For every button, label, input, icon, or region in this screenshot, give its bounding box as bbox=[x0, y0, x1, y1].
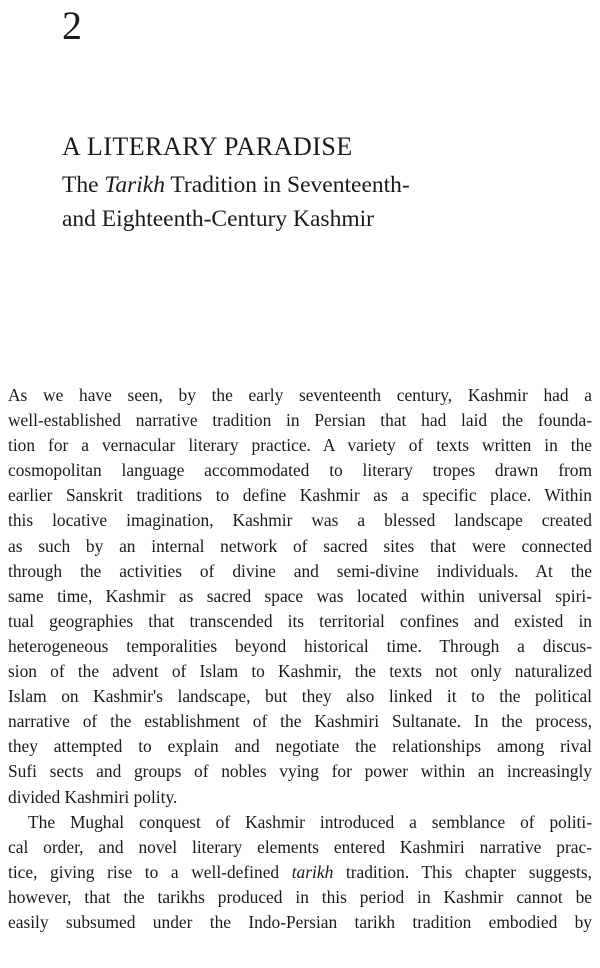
text-line: cosmopolitan language accommodated to literary tropes drawn from bbox=[8, 460, 592, 481]
text-line: they attempted to explain and negotiate the relationships among rival bbox=[8, 736, 592, 757]
body-text bbox=[8, 383, 592, 935]
chapter-title: A LITERARY PARADISE bbox=[62, 132, 353, 161]
text-line: sion of the advent of Islam to Kashmir, the texts not only naturalized bbox=[8, 661, 592, 682]
text-line: tual geographies that transcended its territorial confines and existed in bbox=[8, 610, 592, 631]
subtitle-text: The bbox=[62, 172, 105, 198]
chapter-subtitle-line-1 bbox=[62, 168, 410, 202]
text-line: however, that the tarikhs produced in this period in Kashmir cannot be bbox=[8, 886, 592, 907]
text-segment: tice, giving rise to a well-defined bbox=[8, 861, 292, 882]
text-line: narrative of the establishment of the Kashmiri Sultanate. In the process, bbox=[8, 711, 592, 732]
text-line: through the activities of divine and semi-divine individuals. At the bbox=[8, 560, 592, 581]
text-line: Sufi sects and groups of nobles vying for power within an increasingly bbox=[8, 761, 592, 782]
text-line bbox=[8, 860, 592, 885]
paragraph-1 bbox=[8, 383, 592, 810]
text-line: as such by an internal network of sacred sites that were connected bbox=[8, 535, 592, 556]
chapter-subtitle-line-2: and Eighteenth-Century Kashmir bbox=[62, 206, 374, 232]
text-line: Islam on Kashmir's landscape, but they also linked it to the political bbox=[8, 686, 592, 707]
text-segment: tradition. This chapter suggests, bbox=[333, 861, 592, 882]
text-line: easily subsumed under the Indo-Persian tarikh tradition embodied by bbox=[8, 911, 592, 932]
text-line: heterogeneous temporalities beyond historical time. Through a discus- bbox=[8, 635, 592, 656]
text-line: this locative imagination, Kashmir was a blessed landscape created bbox=[8, 510, 592, 531]
text-line: same time, Kashmir as sacred space was located within universal spiri- bbox=[8, 585, 592, 606]
chapter-subtitle bbox=[62, 168, 410, 236]
subtitle-italic-term: Tarikh bbox=[104, 172, 165, 198]
subtitle-text: Tradition in Seventeenth- bbox=[164, 172, 410, 198]
text-line: earlier Sanskrit traditions to define Kashmir as a specific place. Within bbox=[8, 485, 592, 506]
text-line: tion for a vernacular literary practice. A variety of texts written in the bbox=[8, 435, 592, 456]
chapter-number: 2 bbox=[62, 3, 82, 48]
paragraph-2 bbox=[8, 810, 592, 935]
text-line: The Mughal conquest of Kashmir introduced a semblance of politi- bbox=[28, 811, 592, 832]
text-line: As we have seen, by the early seventeenth century, Kashmir had a bbox=[8, 385, 592, 405]
text-line: well-established narrative tradition in Persian that had laid the founda- bbox=[8, 410, 592, 431]
text-line: divided Kashmiri polity. bbox=[8, 786, 178, 807]
italic-term: tarikh bbox=[291, 861, 334, 882]
text-line: cal order, and novel literary elements entered Kashmiri narrative prac- bbox=[8, 836, 592, 857]
